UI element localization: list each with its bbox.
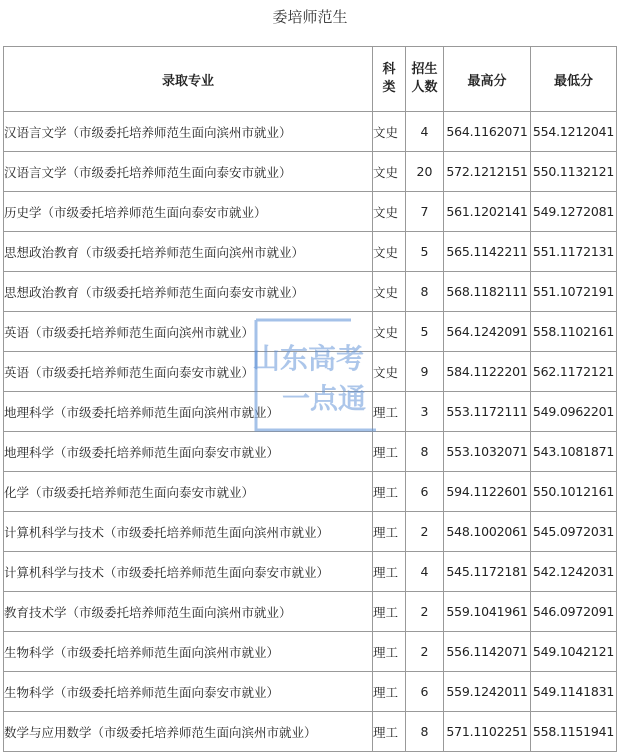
watermark-text-line1: 山东高考 [251,342,365,375]
table-row [4,392,617,432]
cell-count: 4 [406,552,444,592]
cell-max-score: 584.1122201 [444,352,531,392]
table-row [4,352,617,392]
cell-min-score: 554.1212041 [531,112,617,152]
cell-count: 2 [406,632,444,672]
cell-major: 地理科学（市级委托培养师范生面向滨州市就业） [4,392,373,432]
cell-max-score: 571.1102251 [444,712,531,752]
cell-max-score: 564.1242091 [444,312,531,352]
cell-count: 2 [406,512,444,552]
cell-subject: 文史 [373,312,406,352]
cell-max-score: 565.1142211 [444,232,531,272]
cell-subject: 理工 [373,392,406,432]
cell-major: 计算机科学与技术（市级委托培养师范生面向滨州市就业） [4,512,373,552]
table-row [4,592,617,632]
table-row [4,312,617,352]
cell-min-score: 549.1141831 [531,672,617,712]
cell-count: 3 [406,392,444,432]
cell-major: 历史学（市级委托培养师范生面向泰安市就业） [4,192,373,232]
cell-count: 6 [406,472,444,512]
cell-min-score: 562.1172121 [531,352,617,392]
header-enroll-count [406,47,444,112]
cell-count: 2 [406,592,444,632]
cell-major: 生物科学（市级委托培养师范生面向泰安市就业） [4,672,373,712]
cell-count: 5 [406,232,444,272]
table-row [4,232,617,272]
cell-subject: 理工 [373,632,406,672]
cell-min-score: 543.1081871 [531,432,617,472]
cell-min-score: 558.1151941 [531,712,617,752]
cell-min-score: 545.0972031 [531,512,617,552]
cell-max-score: 559.1041961 [444,592,531,632]
cell-subject: 理工 [373,472,406,512]
cell-major: 思想政治教育（市级委托培养师范生面向滨州市就业） [4,232,373,272]
header-subject-line1: 科 [382,62,396,77]
cell-count: 6 [406,672,444,712]
cell-subject: 理工 [373,432,406,472]
cell-subject: 理工 [373,712,406,752]
cell-count: 7 [406,192,444,232]
cell-min-score: 549.1272081 [531,192,617,232]
admission-table [3,46,617,752]
cell-subject: 文史 [373,192,406,232]
header-max-score: 最高分 [444,47,531,112]
cell-major: 汉语言文学（市级委托培养师范生面向泰安市就业） [4,152,373,192]
table-row [4,112,617,152]
cell-count: 8 [406,272,444,312]
cell-count: 20 [406,152,444,192]
cell-max-score: 548.1002061 [444,512,531,552]
cell-min-score: 542.1242031 [531,552,617,592]
cell-min-score: 551.1072191 [531,272,617,312]
cell-max-score: 553.1032071 [444,432,531,472]
cell-major: 英语（市级委托培养师范生面向滨州市就业） [4,312,373,352]
cell-max-score: 553.1172111 [444,392,531,432]
cell-subject: 理工 [373,512,406,552]
table-row [4,432,617,472]
cell-max-score: 545.1172181 [444,552,531,592]
table-row [4,472,617,512]
cell-major: 化学（市级委托培养师范生面向泰安市就业） [4,472,373,512]
cell-min-score: 551.1172131 [531,232,617,272]
table-header-row [4,47,617,112]
cell-count: 5 [406,312,444,352]
header-enroll-line2: 人数 [411,80,438,95]
cell-min-score: 546.0972091 [531,592,617,632]
cell-max-score: 561.1202141 [444,192,531,232]
cell-major: 计算机科学与技术（市级委托培养师范生面向泰安市就业） [4,552,373,592]
cell-subject: 文史 [373,112,406,152]
page-title: 委培师范生 [272,8,348,26]
cell-max-score: 568.1182111 [444,272,531,312]
cell-subject: 理工 [373,552,406,592]
cell-count: 4 [406,112,444,152]
cell-major: 思想政治教育（市级委托培养师范生面向泰安市就业） [4,272,373,312]
table-row [4,192,617,232]
cell-min-score: 550.1012161 [531,472,617,512]
cell-count: 8 [406,712,444,752]
table-row [4,512,617,552]
cell-major: 数学与应用数学（市级委托培养师范生面向滨州市就业） [4,712,373,752]
cell-subject: 文史 [373,352,406,392]
cell-subject: 理工 [373,672,406,712]
cell-count: 9 [406,352,444,392]
header-major: 录取专业 [4,47,373,112]
header-subject [373,47,406,112]
table-row [4,552,617,592]
cell-max-score: 572.1212151 [444,152,531,192]
header-enroll-line1: 招生 [411,62,438,77]
cell-major: 生物科学（市级委托培养师范生面向滨州市就业） [4,632,373,672]
table-row [4,712,617,752]
cell-major: 英语（市级委托培养师范生面向泰安市就业） [4,352,373,392]
cell-min-score: 550.1132121 [531,152,617,192]
header-min-score: 最低分 [531,47,617,112]
cell-max-score: 594.1122601 [444,472,531,512]
watermark-text-line2: 一点通 [281,382,367,415]
cell-subject: 文史 [373,232,406,272]
cell-count: 8 [406,432,444,472]
cell-min-score: 549.1042121 [531,632,617,672]
table-row [4,272,617,312]
table-row [4,632,617,672]
cell-min-score: 558.1102161 [531,312,617,352]
cell-major: 汉语言文学（市级委托培养师范生面向滨州市就业） [4,112,373,152]
table-row [4,152,617,192]
cell-major: 教育技术学（市级委托培养师范生面向滨州市就业） [4,592,373,632]
cell-max-score: 556.1142071 [444,632,531,672]
table-row [4,672,617,712]
cell-min-score: 549.0962201 [531,392,617,432]
cell-subject: 理工 [373,592,406,632]
header-subject-line2: 类 [382,80,396,95]
cell-major: 地理科学（市级委托培养师范生面向泰安市就业） [4,432,373,472]
cell-max-score: 564.1162071 [444,112,531,152]
cell-max-score: 559.1242011 [444,672,531,712]
cell-subject: 文史 [373,272,406,312]
cell-subject: 文史 [373,152,406,192]
